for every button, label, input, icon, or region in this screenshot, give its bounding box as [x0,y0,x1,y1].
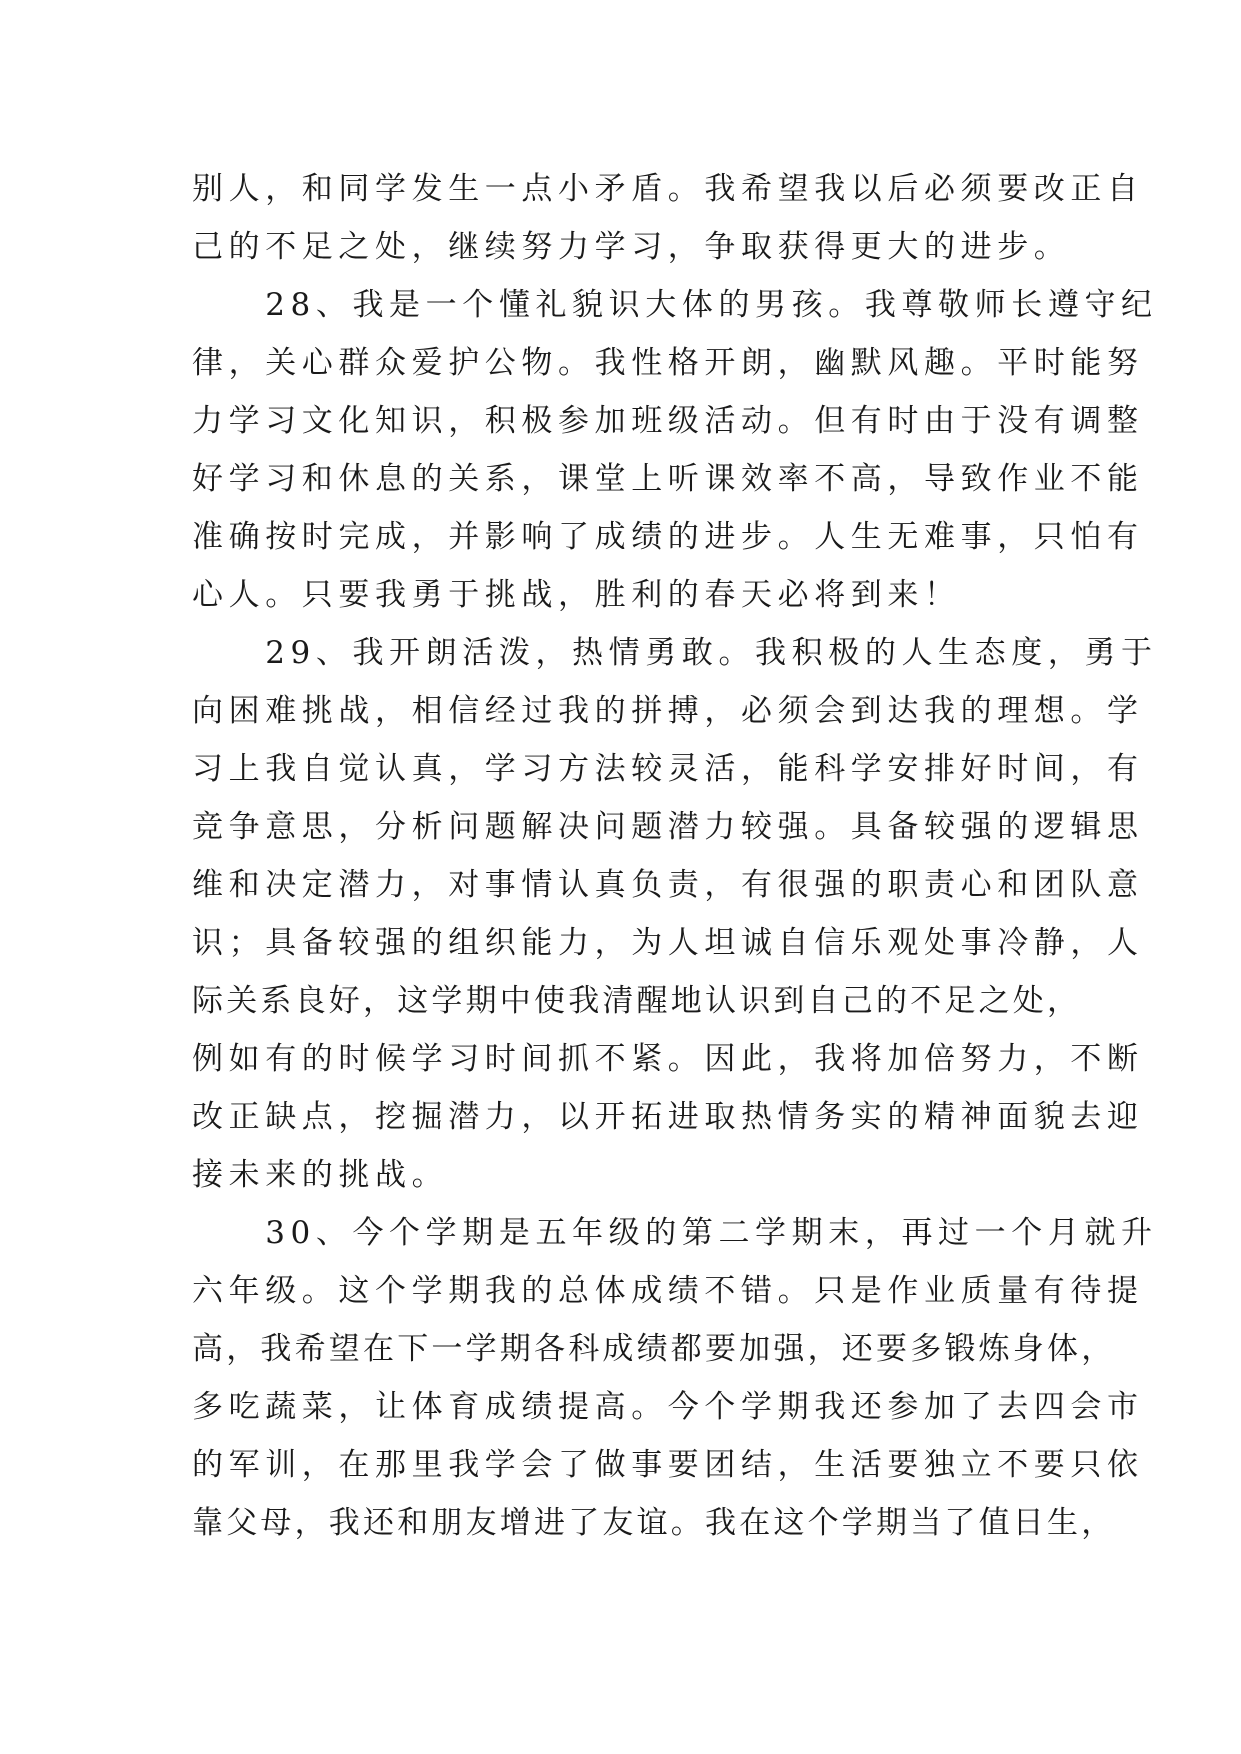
text-line: 别人，和同学发生一点小矛盾。我希望我以后必须要改正自 [192,171,1144,207]
text-line: 识；具备较强的组织能力，为人坦诚自信乐观处事冷静，人 [192,925,1144,961]
document-page [192,160,1158,1552]
text-line: 高，我希望在下一学期各科成绩都要加强，还要多锻炼身体， [192,1331,1116,1367]
text-line: 向困难挑战，相信经过我的拼搏，必须会到达我的理想。学 [192,693,1144,729]
text-line: 律，关心群众爱护公物。我性格开朗，幽默风趣。平时能努 [192,345,1144,381]
text-line: 心人。只要我勇于挑战，胜利的春天必将到来！ [192,577,961,613]
text-line: 的军训，在那里我学会了做事要团结，生活要独立不要只依 [192,1447,1144,1483]
text-line: 30、今个学期是五年级的第二学期末，再过一个月就升 [192,1215,1158,1251]
text-line: 29、我开朗活泼，热情勇敢。我积极的人生态度，勇于 [192,635,1158,671]
text-line: 习上我自觉认真，学习方法较灵活，能科学安排好时间，有 [192,751,1144,787]
text-line: 准确按时完成，并影响了成绩的进步。人生无难事，只怕有 [192,519,1144,555]
text-line: 好学习和休息的关系，课堂上听课效率不高，导致作业不能 [192,461,1144,497]
text-line: 多吃蔬菜，让体育成绩提高。今个学期我还参加了去四会市 [192,1389,1144,1425]
text-line: 六年级。这个学期我的总体成绩不错。只是作业质量有待提 [192,1273,1144,1309]
text-line: 竞争意思，分析问题解决问题潜力较强。具备较强的逻辑思 [192,809,1144,845]
text-line: 28、我是一个懂礼貌识大体的男孩。我尊敬师长遵守纪 [192,287,1158,323]
text-line: 改正缺点，挖掘潜力，以开拓进取热情务实的精神面貌去迎 [192,1099,1144,1135]
text-line: 维和决定潜力，对事情认真负责，有很强的职责心和团队意 [192,867,1144,903]
text-line: 己的不足之处，继续努力学习，争取获得更大的进步。 [192,229,1071,265]
text-line: 例如有的时候学习时间抓不紧。因此，我将加倍努力，不断 [192,1041,1144,1077]
text-line: 际关系良好，这学期中使我清醒地认识到自己的不足之处， [192,983,1082,1019]
text-line: 接未来的挑战。 [192,1157,449,1193]
text-line: 力学习文化知识，积极参加班级活动。但有时由于没有调整 [192,403,1144,439]
text-line: 靠父母，我还和朋友增进了友谊。我在这个学期当了值日生， [192,1505,1116,1541]
